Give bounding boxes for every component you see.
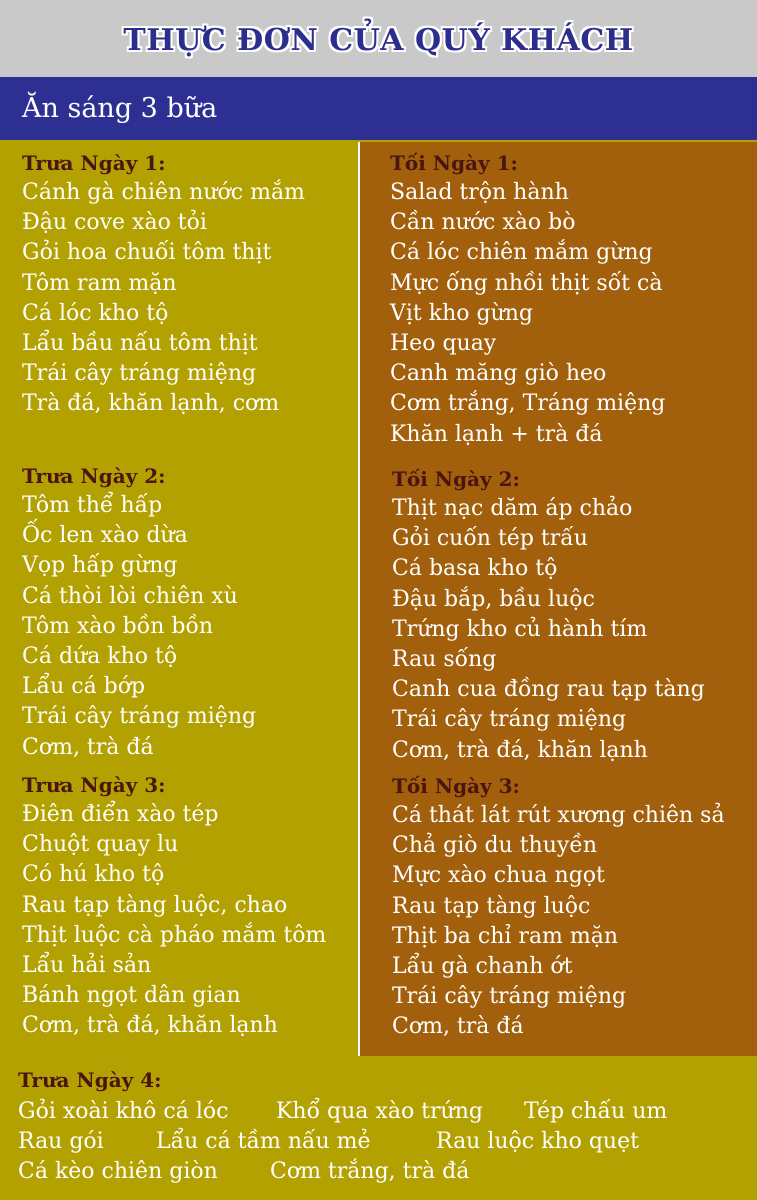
menu-title: THỰC ĐƠN CỦA QUÝ KHÁCH (123, 23, 634, 58)
menu-item: Tép chấu um (524, 1099, 668, 1124)
dinner-day-3 (392, 771, 725, 1043)
lunch-day-4 (0, 1056, 757, 1200)
menu-item: Cá kèo chiên giòn (18, 1159, 218, 1184)
section-heading: Tối Ngày 1: (390, 151, 518, 175)
menu-item: Gỏi cuốn tép trấu (392, 526, 588, 552)
menu-item: Heo quay (390, 330, 497, 356)
menu-item: Rau gói (18, 1129, 104, 1154)
menu-item: Cơm, trà đá (22, 734, 154, 760)
menu-item: Rau tạp tàng luộc, chao (22, 892, 288, 918)
section-heading: Tối Ngày 2: (392, 467, 520, 491)
menu-item: Mực xào chua ngọt (392, 863, 605, 889)
menu-item: Điên điển xào tép (22, 802, 219, 827)
menu-item: Chuột quay lu (22, 832, 179, 858)
menu-item: Lẩu cá tầm nấu mẻ (156, 1129, 371, 1154)
menu-item: Ốc len xào dừa (22, 523, 188, 549)
section-heading: Trưa Ngày 1: (22, 151, 166, 175)
menu-item: Trứng kho củ hành tím (392, 616, 648, 642)
lunch-day-3 (22, 770, 326, 1042)
title-bar (0, 0, 757, 77)
menu-item: Cá thát lát rút xương chiên sả (392, 803, 725, 828)
menu-item: Cần nước xào bò (390, 210, 576, 236)
section-heading: Trưa Ngày 4: (18, 1068, 162, 1092)
section-heading: Tối Ngày 3: (392, 774, 520, 798)
menu-item: Cá lóc kho tộ (22, 300, 169, 326)
menu-item: Thịt nạc dăm áp chảo (392, 496, 633, 521)
menu-item: Tôm xào bồn bồn (22, 613, 214, 639)
menu-item: Chả giò du thuyền (392, 833, 598, 859)
menu-item: Tôm ram mặn (22, 270, 177, 296)
menu-item: Thịt ba chỉ ram mặn (392, 923, 619, 949)
menu-item: Cá dứa kho tộ (22, 643, 178, 669)
menu-item: Khăn lạnh + trà đá (390, 421, 603, 447)
menu-item: Đậu bắp, bầu luộc (392, 586, 595, 612)
menu-item: Gỏi xoài khô cá lóc (18, 1099, 229, 1124)
menu-item: Cơm, trà đá, khăn lạnh (392, 737, 648, 763)
menu-item: Rau tạp tàng luộc (392, 893, 591, 919)
menu-item: Tôm thể hấp (22, 493, 163, 518)
menu-subtitle: Ăn sáng 3 bữa (22, 93, 218, 124)
menu-item: Rau sống (392, 646, 497, 672)
menu-item: Cơm, trà đá, khăn lạnh (22, 1013, 278, 1039)
dinner-day-1 (390, 148, 665, 450)
menu-item: Lẩu gà chanh ớt (392, 953, 573, 979)
menu-item: Cơm trắng, trà đá (270, 1159, 470, 1184)
menu-item: Đậu cove xào tỏi (22, 210, 207, 236)
subtitle-bar (0, 77, 757, 140)
menu-item: Khổ qua xào trứng (276, 1099, 483, 1124)
menu-item: Lẩu bầu nấu tôm thịt (22, 330, 258, 356)
menu-item: Cơm, trà đá (392, 1014, 524, 1040)
menu-item: Gỏi hoa chuối tôm thịt (22, 240, 272, 266)
section-heading: Trưa Ngày 3: (22, 773, 166, 797)
menu-item: Thịt luộc cà pháo mắm tôm (22, 922, 327, 948)
menu-item: Rau luộc kho quẹt (436, 1129, 639, 1154)
menu-item: Cơm trắng, Tráng miệng (390, 391, 666, 417)
menu-item: Có hú kho tộ (22, 862, 165, 888)
menu-item: Canh cua đồng rau tạp tàng (392, 677, 705, 703)
menu-item: Cánh gà chiên nước mắm (22, 180, 305, 205)
menu-item: Lẩu hải sản (22, 952, 152, 978)
menu-item: Trái cây tráng miệng (392, 984, 627, 1010)
section-heading: Trưa Ngày 2: (22, 464, 166, 488)
menu-item: Trái cây tráng miệng (22, 361, 257, 387)
menu-item: Vịt kho gừng (390, 300, 533, 326)
menu-item: Trái cây tráng miệng (22, 704, 257, 730)
menu-item: Salad trộn hành (390, 180, 569, 205)
menu-item: Cá basa kho tộ (392, 556, 558, 582)
menu-item: Mực ống nhồi thịt sốt cà (390, 270, 663, 296)
menu-item: Bánh ngọt dân gian (22, 983, 241, 1009)
menu-item: Lẩu cá bớp (22, 674, 146, 700)
menu-item: Canh măng giò heo (390, 361, 607, 387)
menu-item: Cá thòi lòi chiên xù (22, 583, 238, 609)
lunch-day-2 (22, 461, 256, 763)
dinner-day-2 (392, 464, 705, 766)
menu-item: Trà đá, khăn lạnh, cơm (22, 391, 280, 417)
menu-item: Cá lóc chiên mắm gừng (390, 240, 653, 266)
menu-item: Vọp hấp gừng (22, 553, 178, 579)
lunch-day-1 (22, 148, 305, 420)
menu-item: Trái cây tráng miệng (392, 707, 627, 733)
